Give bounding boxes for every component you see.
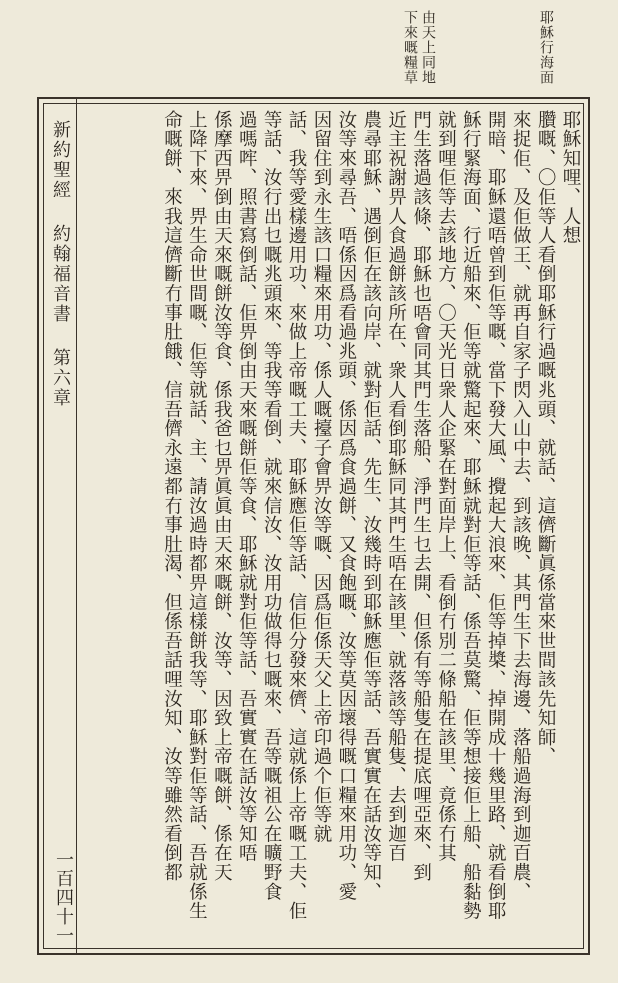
text-column: 近主祝謝畀人食過餅該所在、衆人看倒耶穌同其門生唔在該里、就落該等船隻、去到迦百 xyxy=(385,110,407,863)
text-column: 上降下來、畀生命世間嘅、佢等就話、主、請汝過時都畀這樣餅我等、耶穌對佢等話、吾就係生 xyxy=(186,110,208,921)
spine-title xyxy=(50,120,70,408)
text-column: 開暗、耶穌還唔曾到佢等嘅、當下發大風、攪起大浪來、佢等掉槳、掉開成十幾里路、就看倒耶 xyxy=(485,110,507,921)
text-column: 門生落過該條、耶穌也唔會同其門生落船、淨門生乜去開、但係有等船隻在提底哩亞來、到 xyxy=(410,110,432,882)
text-column: 來捉佢、及佢做王、就再自家子閃入山中去、到該晚、其門生下去海邊、落船過海到迦百農、 xyxy=(510,110,532,902)
text-column: 係摩西畀倒由天來嘅餅汝等食、係我爸乜畀眞眞由天來嘅餅、汝等、因致上帝嘅餅、係在天 xyxy=(211,110,233,882)
chapter-label: 第六章 xyxy=(50,348,71,408)
text-column: 過嗎哰、照書寫倒話、佢畀倒由天來嘅餅佢等食、耶穌就對佢等話、吾實實在話汝等知唔 xyxy=(236,110,258,863)
text-column: 臢嘅、〇佢等人看倒耶穌行過嘅兆頭、就話、這儕斷眞係當來世間該先知師、 xyxy=(535,110,557,767)
spine-divider xyxy=(76,97,77,955)
text-column: 命嘅餅、來我這儕斷冇事肚餓、信吾儕永遠都冇事肚渴、但係吾話哩汝知、汝等雖然看倒都 xyxy=(161,110,183,882)
text-column: 汝等來尋吾、唔係因爲看過兆頭、係因爲食過餅、又食飽嘅、汝等莫因壞得嘅口糧來用功、愛 xyxy=(335,110,357,902)
book-title: 新約聖經 xyxy=(50,120,71,200)
text-column: 等話、汝行出乜嘅兆頭來、等我等看倒、就來信汝、汝用功做得乜嘅來、吾等嘅祖公在曠野食 xyxy=(261,110,283,902)
margin-heading-bread-line-1: 由天上同地 xyxy=(420,10,436,85)
margin-heading-bread-line-2: 下來嘅糧草 xyxy=(402,10,418,85)
text-column: 話、我等愛樣邊用功、來做上帝嘅工夫、耶穌應佢等話、信佢分發來儕、這就係上帝嘅工夫、佢 xyxy=(286,110,308,921)
text-column: 穌行緊海面、行近船來、佢等就驚起來、耶穌就對佢等話、係吾莫驚、佢等想接佢上船、船黏勢 xyxy=(460,110,482,921)
margin-heading-walking-on-sea: 耶穌行海面 xyxy=(538,10,554,85)
scripture-body xyxy=(84,110,582,946)
page-number: 一百四十一 xyxy=(53,850,74,945)
text-column: 因留住到永生該口糧來用功、係人嘅擡子會畀汝等嘅、因爲佢係天父上帝印過个佢等就 xyxy=(310,110,332,844)
text-column: 就到哩佢等去該地方、〇天光日衆人企緊在對面岸上、看倒冇別二條船在該里、竟係冇其 xyxy=(435,110,457,863)
text-column: 耶穌知哩、人想 xyxy=(560,110,581,246)
book-section: 約翰福音書 xyxy=(50,224,71,324)
text-column: 農尋耶穌、遇倒佢在該向岸、就對佢話、先生、汝幾時到耶穌應佢等話、吾實實在話汝等知、 xyxy=(360,110,382,902)
